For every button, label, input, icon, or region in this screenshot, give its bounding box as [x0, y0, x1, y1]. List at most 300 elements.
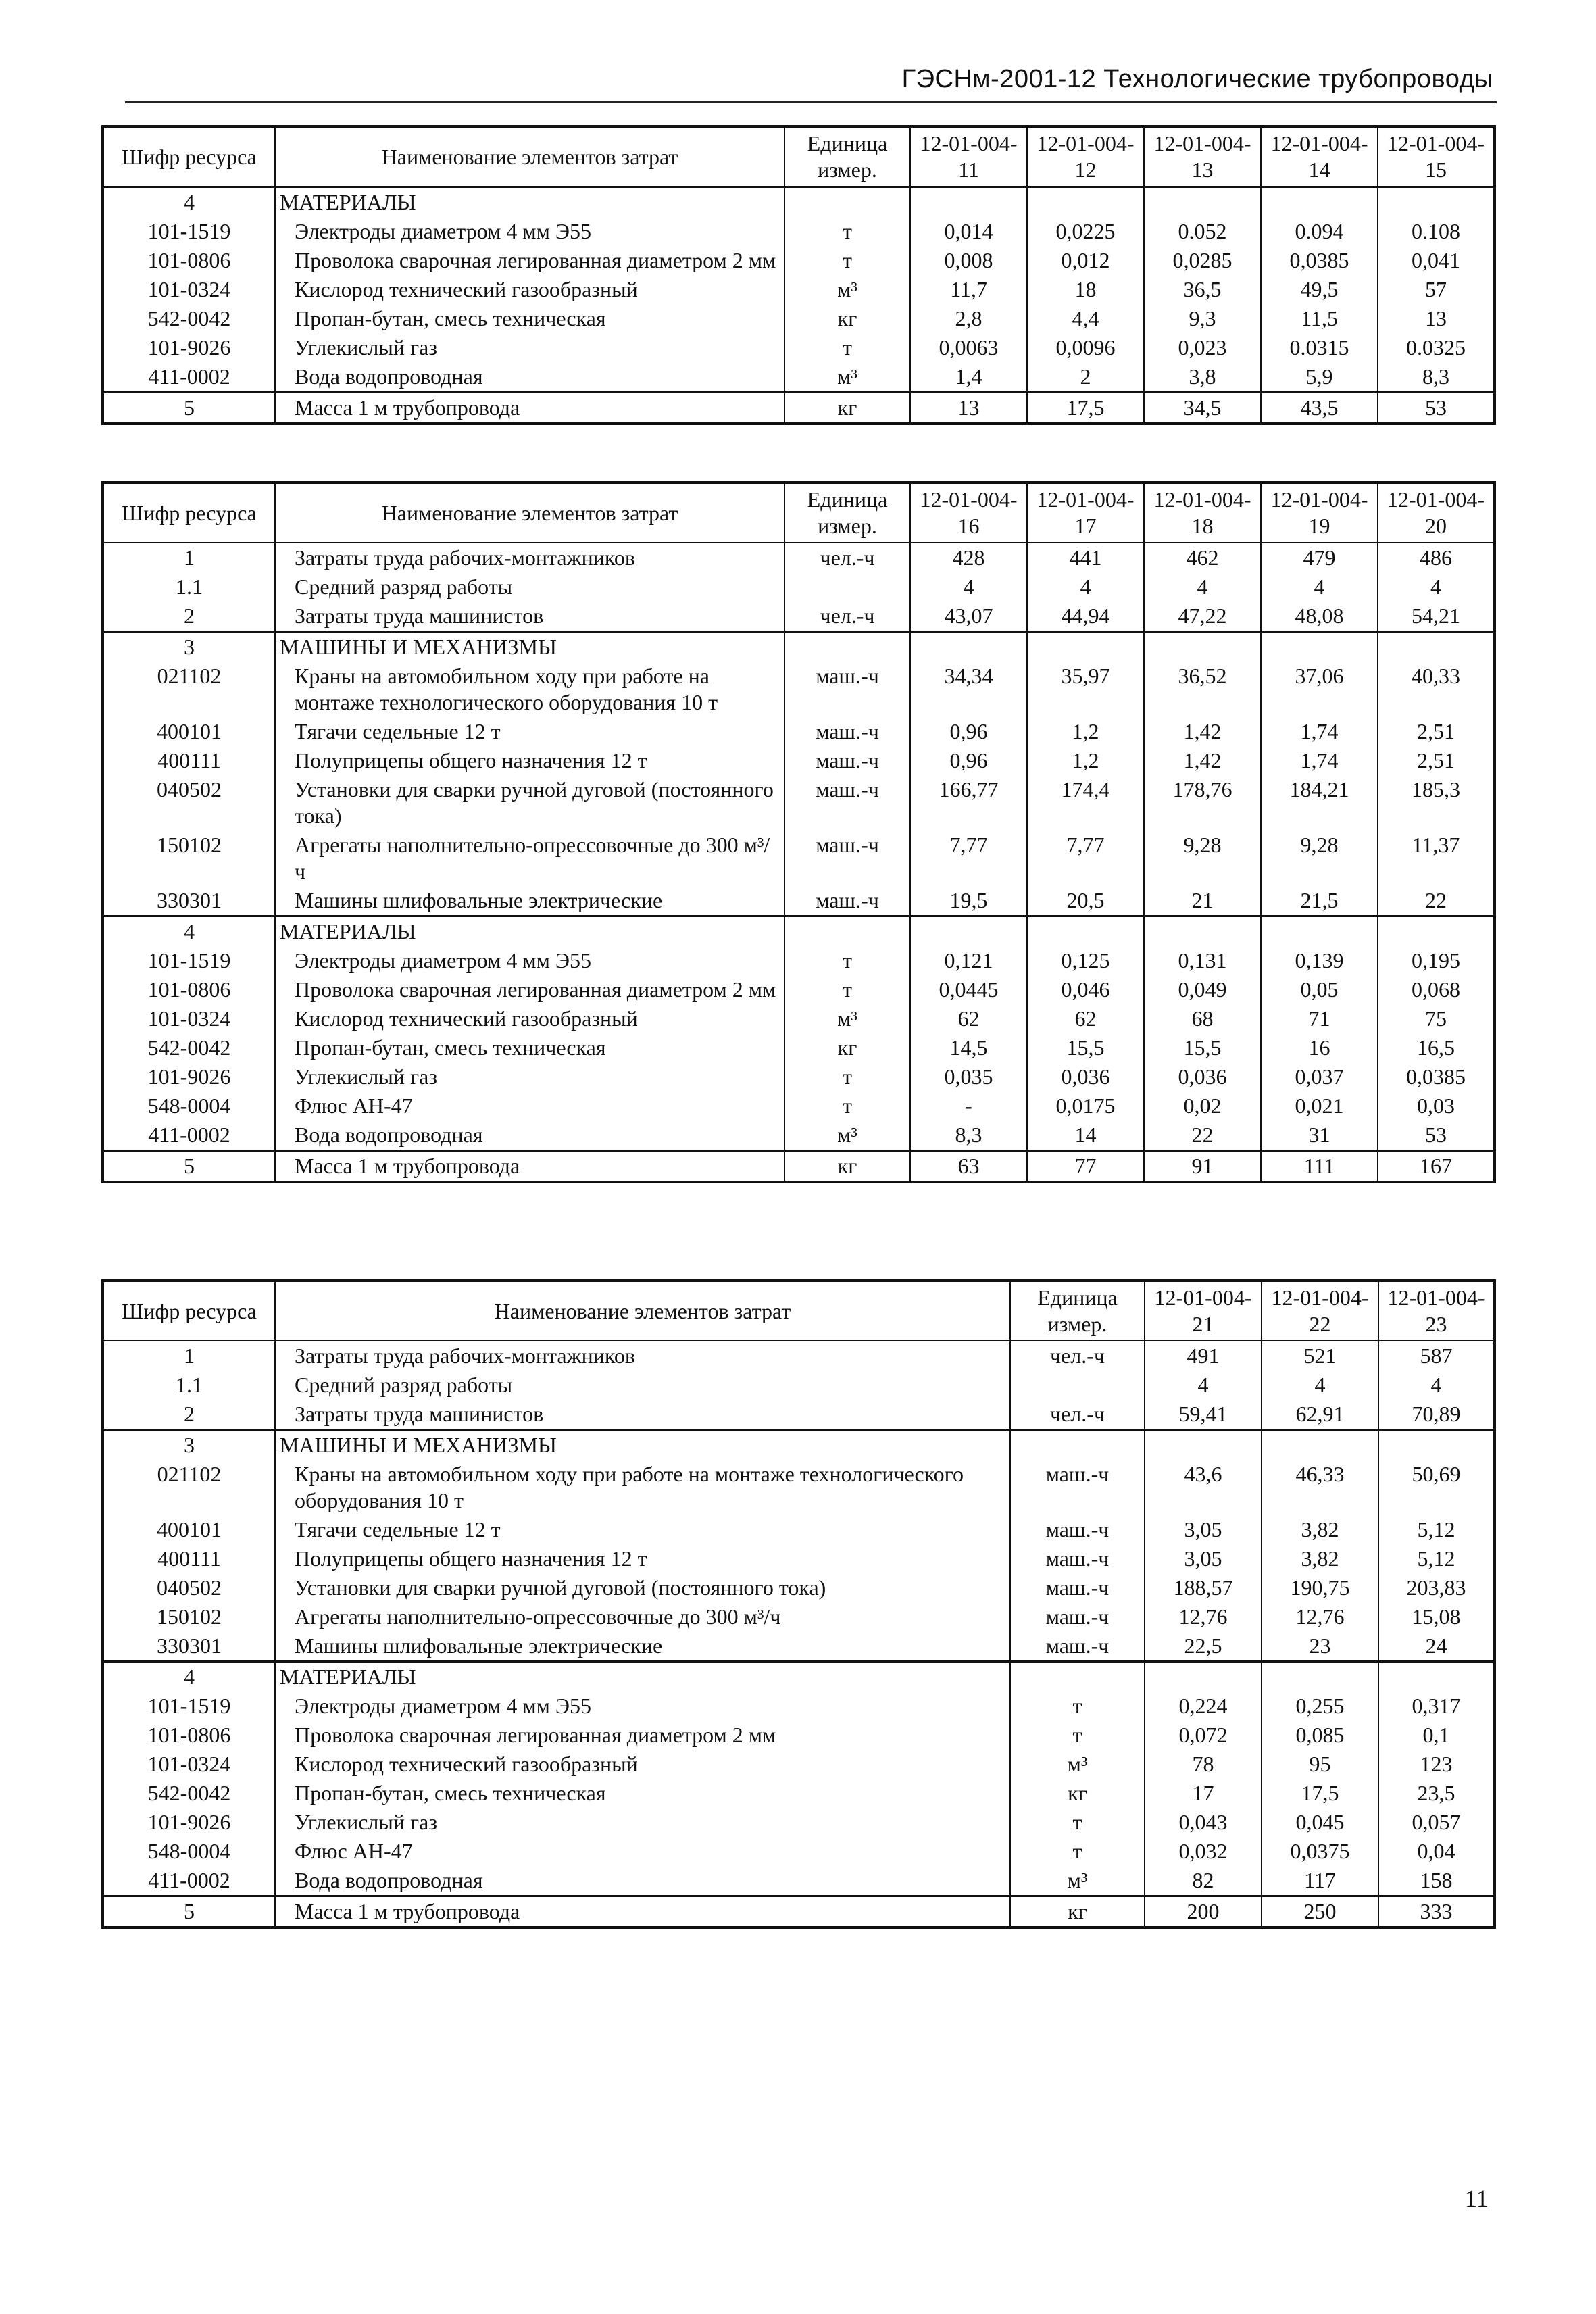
column-header-norm: 12-01-004-20 — [1378, 483, 1495, 543]
column-header-norm: 12-01-004-14 — [1261, 126, 1378, 187]
value-cell: 158 — [1378, 1866, 1495, 1896]
resource-code-cell: 101-0806 — [103, 975, 275, 1004]
value-cell — [1144, 187, 1261, 218]
value-cell: 4 — [1027, 572, 1144, 601]
value-cell: 0,043 — [1145, 1808, 1262, 1837]
resource-code-cell: 1 — [103, 1341, 275, 1371]
value-cell: 250 — [1262, 1896, 1378, 1928]
value-cell: 0,035 — [910, 1062, 1027, 1091]
unit-cell: маш.-ч — [784, 717, 910, 746]
unit-cell: маш.-ч — [1010, 1544, 1145, 1573]
resource-code-cell: 1 — [103, 543, 275, 572]
value-cell: 37,06 — [1261, 662, 1378, 717]
value-cell: 43,07 — [910, 601, 1027, 632]
table-row — [103, 1692, 1495, 1721]
value-cell: 35,97 — [1027, 662, 1144, 717]
value-cell: 22 — [1144, 1121, 1261, 1151]
unit-cell: м³ — [784, 275, 910, 304]
value-cell: 0,037 — [1261, 1062, 1378, 1091]
cost-element-name-cell: Вода водопроводная — [275, 1866, 1010, 1896]
table-row — [103, 775, 1495, 831]
table-row — [103, 975, 1495, 1004]
value-cell: 19,5 — [910, 886, 1027, 916]
value-cell: 0,0225 — [1027, 217, 1144, 246]
value-cell: 68 — [1144, 1004, 1261, 1033]
value-cell — [1378, 632, 1495, 662]
value-cell: 47,22 — [1144, 601, 1261, 632]
unit-cell: маш.-ч — [1010, 1460, 1145, 1515]
resource-code-cell: 150102 — [103, 831, 275, 886]
resource-code-cell: 101-9026 — [103, 1062, 275, 1091]
value-cell: 0,0375 — [1262, 1837, 1378, 1866]
value-cell: 117 — [1262, 1866, 1378, 1896]
value-cell: 16 — [1261, 1033, 1378, 1062]
unit-cell: т — [784, 1062, 910, 1091]
unit-cell — [1010, 1662, 1145, 1692]
value-cell: 13 — [910, 393, 1027, 424]
column-header-norm: 12-01-004-13 — [1144, 126, 1261, 187]
cost-element-name-cell: Углекислый газ — [275, 333, 784, 362]
value-cell: 5,9 — [1261, 362, 1378, 393]
value-cell: 0,139 — [1261, 946, 1378, 975]
value-cell: 5,12 — [1378, 1544, 1495, 1573]
value-cell: 178,76 — [1144, 775, 1261, 831]
table-row — [103, 1515, 1495, 1544]
value-cell: 486 — [1378, 543, 1495, 572]
value-cell: 9,3 — [1144, 304, 1261, 333]
value-cell: 9,28 — [1144, 831, 1261, 886]
value-cell: 3,82 — [1262, 1515, 1378, 1544]
value-cell: 7,77 — [910, 831, 1027, 886]
resource-code-cell: 411-0002 — [103, 1121, 275, 1151]
value-cell: 15,08 — [1378, 1602, 1495, 1631]
value-cell: 4 — [1261, 572, 1378, 601]
cost-element-name-cell: Кислород технический газообразный — [275, 1004, 784, 1033]
cost-element-name-cell: Машины шлифовальные электрические — [275, 1631, 1010, 1662]
value-cell: 21 — [1144, 886, 1261, 916]
table-row — [103, 1121, 1495, 1151]
table-row — [103, 543, 1495, 572]
value-cell: 0,96 — [910, 717, 1027, 746]
unit-cell: м³ — [1010, 1750, 1145, 1779]
cost-element-name-cell: Флюс АН-47 — [275, 1837, 1010, 1866]
table-row — [103, 1750, 1495, 1779]
value-cell — [1261, 916, 1378, 947]
value-cell: 0,03 — [1378, 1091, 1495, 1121]
column-header-name: Наименование элементов затрат — [275, 1281, 1010, 1341]
cost-element-name-cell: Проволока сварочная легированная диаметром 2 мм — [275, 246, 784, 275]
cost-element-name-cell: Тягачи седельные 12 т — [275, 1515, 1010, 1544]
section-row — [103, 1430, 1495, 1460]
unit-cell: т — [784, 946, 910, 975]
value-cell: 4 — [1378, 1371, 1495, 1400]
table-row — [103, 886, 1495, 916]
value-cell: 0,255 — [1262, 1692, 1378, 1721]
value-cell: 43,6 — [1145, 1460, 1262, 1515]
value-cell — [1378, 1662, 1495, 1692]
value-cell: 0.052 — [1144, 217, 1261, 246]
unit-cell: маш.-ч — [784, 662, 910, 717]
value-cell — [1027, 916, 1144, 947]
column-header-name: Наименование элементов затрат — [275, 483, 784, 543]
resource-code-cell: 2 — [103, 601, 275, 632]
value-cell: 43,5 — [1261, 393, 1378, 424]
cost-element-name-cell: МАШИНЫ И МЕХАНИЗМЫ — [275, 1430, 1010, 1460]
unit-cell: кг — [784, 1033, 910, 1062]
value-cell: 462 — [1144, 543, 1261, 572]
resource-code-cell: 330301 — [103, 1631, 275, 1662]
value-cell: 7,77 — [1027, 831, 1144, 886]
value-cell: 8,3 — [910, 1121, 1027, 1151]
value-cell: 63 — [910, 1151, 1027, 1183]
resource-code-cell: 548-0004 — [103, 1837, 275, 1866]
value-cell: 0,0175 — [1027, 1091, 1144, 1121]
resource-code-cell: 3 — [103, 632, 275, 662]
value-cell: 0,032 — [1145, 1837, 1262, 1866]
value-cell: 4 — [910, 572, 1027, 601]
resource-table-2 — [101, 481, 1496, 1183]
value-cell: 4 — [1262, 1371, 1378, 1400]
value-cell: 53 — [1378, 1121, 1495, 1151]
value-cell: 31 — [1261, 1121, 1378, 1151]
resource-code-cell: 150102 — [103, 1602, 275, 1631]
value-cell: 200 — [1145, 1896, 1262, 1928]
unit-cell: чел.-ч — [1010, 1400, 1145, 1430]
value-cell: 9,28 — [1261, 831, 1378, 886]
unit-cell: т — [1010, 1721, 1145, 1750]
table-row — [103, 246, 1495, 275]
cost-element-name-cell: Краны на автомобильном ходу при работе на монтаже технологического оборудования 10 т — [275, 1460, 1010, 1515]
value-cell: 12,76 — [1145, 1602, 1262, 1631]
cost-element-name-cell: Кислород технический газообразный — [275, 1750, 1010, 1779]
column-header-norm: 12-01-004-19 — [1261, 483, 1378, 543]
unit-cell: маш.-ч — [1010, 1515, 1145, 1544]
column-header-norm: 12-01-004-17 — [1027, 483, 1144, 543]
unit-cell: маш.-ч — [1010, 1602, 1145, 1631]
value-cell: 1,74 — [1261, 717, 1378, 746]
section-row — [103, 632, 1495, 662]
value-cell: 0,224 — [1145, 1692, 1262, 1721]
cost-element-name-cell: Тягачи седельные 12 т — [275, 717, 784, 746]
resource-code-cell: 5 — [103, 393, 275, 424]
table-row — [103, 1033, 1495, 1062]
column-header-unit: Единица измер. — [1010, 1281, 1145, 1341]
value-cell: 0,045 — [1262, 1808, 1378, 1837]
value-cell: 44,94 — [1027, 601, 1144, 632]
value-cell — [1145, 1430, 1262, 1460]
unit-cell: чел.-ч — [784, 601, 910, 632]
value-cell: - — [910, 1091, 1027, 1121]
resource-code-cell: 542-0042 — [103, 304, 275, 333]
value-cell: 0,008 — [910, 246, 1027, 275]
value-cell: 70,89 — [1378, 1400, 1495, 1430]
value-cell: 0,012 — [1027, 246, 1144, 275]
value-cell: 2,8 — [910, 304, 1027, 333]
cost-element-name-cell: Проволока сварочная легированная диаметром 2 мм — [275, 975, 784, 1004]
resource-code-cell: 101-1519 — [103, 1692, 275, 1721]
value-cell: 0,125 — [1027, 946, 1144, 975]
value-cell: 0,04 — [1378, 1837, 1495, 1866]
value-cell: 0,02 — [1144, 1091, 1261, 1121]
value-cell — [1378, 187, 1495, 218]
unit-cell — [784, 572, 910, 601]
resource-code-cell: 101-0806 — [103, 246, 275, 275]
value-cell: 34,5 — [1144, 393, 1261, 424]
value-cell: 50,69 — [1378, 1460, 1495, 1515]
value-cell: 8,3 — [1378, 362, 1495, 393]
value-cell — [1027, 187, 1144, 218]
value-cell: 4 — [1145, 1371, 1262, 1400]
resource-code-cell: 548-0004 — [103, 1091, 275, 1121]
value-cell: 34,34 — [910, 662, 1027, 717]
value-cell: 0,05 — [1261, 975, 1378, 1004]
value-cell: 36,5 — [1144, 275, 1261, 304]
table-row — [103, 1460, 1495, 1515]
value-cell: 2 — [1027, 362, 1144, 393]
resource-code-cell: 5 — [103, 1896, 275, 1928]
value-cell: 0.0325 — [1378, 333, 1495, 362]
value-cell — [1261, 187, 1378, 218]
column-header-norm: 12-01-004-21 — [1145, 1281, 1262, 1341]
unit-cell: кг — [784, 304, 910, 333]
cost-element-name-cell: Полуприцепы общего назначения 12 т — [275, 746, 784, 775]
value-cell: 174,4 — [1027, 775, 1144, 831]
value-cell: 3,05 — [1145, 1515, 1262, 1544]
value-cell: 0,023 — [1144, 333, 1261, 362]
cost-element-name-cell: МАТЕРИАЛЫ — [275, 1662, 1010, 1692]
table-row — [103, 1151, 1495, 1183]
value-cell: 0,072 — [1145, 1721, 1262, 1750]
value-cell: 188,57 — [1145, 1573, 1262, 1602]
value-cell: 57 — [1378, 275, 1495, 304]
value-cell: 4,4 — [1027, 304, 1144, 333]
table-row — [103, 1573, 1495, 1602]
cost-element-name-cell: Углекислый газ — [275, 1808, 1010, 1837]
table-row — [103, 1866, 1495, 1896]
resource-code-cell: 400101 — [103, 1515, 275, 1544]
cost-element-name-cell: Флюс АН-47 — [275, 1091, 784, 1121]
value-cell: 71 — [1261, 1004, 1378, 1033]
table-row — [103, 275, 1495, 304]
cost-element-name-cell: Масса 1 м трубопровода — [275, 1151, 784, 1183]
value-cell: 95 — [1262, 1750, 1378, 1779]
value-cell: 123 — [1378, 1750, 1495, 1779]
value-cell: 441 — [1027, 543, 1144, 572]
unit-cell: т — [784, 333, 910, 362]
unit-cell — [784, 187, 910, 218]
resource-code-cell: 040502 — [103, 775, 275, 831]
value-cell: 1,42 — [1144, 746, 1261, 775]
cost-element-name-cell: Установки для сварки ручной дуговой (постоянного тока) — [275, 775, 784, 831]
unit-cell: маш.-ч — [1010, 1573, 1145, 1602]
unit-cell: т — [784, 217, 910, 246]
value-cell: 4 — [1144, 572, 1261, 601]
cost-element-name-cell: Проволока сварочная легированная диаметром 2 мм — [275, 1721, 1010, 1750]
value-cell — [1145, 1662, 1262, 1692]
value-cell: 0,041 — [1378, 246, 1495, 275]
value-cell: 11,37 — [1378, 831, 1495, 886]
value-cell: 1,2 — [1027, 746, 1144, 775]
value-cell — [910, 916, 1027, 947]
value-cell: 14,5 — [910, 1033, 1027, 1062]
cost-element-name-cell: Вода водопроводная — [275, 362, 784, 393]
table-row — [103, 393, 1495, 424]
resource-code-cell: 2 — [103, 1400, 275, 1430]
column-header-code: Шифр ресурса — [103, 126, 275, 187]
value-cell: 13 — [1378, 304, 1495, 333]
resource-code-cell: 021102 — [103, 1460, 275, 1515]
value-cell: 0,068 — [1378, 975, 1495, 1004]
value-cell: 0.0315 — [1261, 333, 1378, 362]
resource-code-cell: 040502 — [103, 1573, 275, 1602]
value-cell: 36,52 — [1144, 662, 1261, 717]
value-cell: 190,75 — [1262, 1573, 1378, 1602]
cost-element-name-cell: Средний разряд работы — [275, 1371, 1010, 1400]
value-cell: 5,12 — [1378, 1515, 1495, 1544]
value-cell — [1378, 1430, 1495, 1460]
value-cell: 521 — [1262, 1341, 1378, 1371]
table-row — [103, 1091, 1495, 1121]
resource-code-cell: 1.1 — [103, 1371, 275, 1400]
resource-code-cell: 101-0324 — [103, 1750, 275, 1779]
unit-cell — [1010, 1430, 1145, 1460]
cost-element-name-cell: Пропан-бутан, смесь техническая — [275, 304, 784, 333]
value-cell: 0,0063 — [910, 333, 1027, 362]
value-cell: 587 — [1378, 1341, 1495, 1371]
page-header: ГЭСНм-2001-12 Технологические трубопроводы — [901, 65, 1493, 93]
unit-cell: т — [784, 975, 910, 1004]
unit-cell: м³ — [1010, 1866, 1145, 1896]
unit-cell: т — [1010, 1692, 1145, 1721]
unit-cell: чел.-ч — [784, 543, 910, 572]
value-cell — [1261, 632, 1378, 662]
value-cell: 0,0385 — [1261, 246, 1378, 275]
value-cell: 49,5 — [1261, 275, 1378, 304]
table-row — [103, 601, 1495, 632]
value-cell: 0,0096 — [1027, 333, 1144, 362]
value-cell: 21,5 — [1261, 886, 1378, 916]
value-cell: 0,0285 — [1144, 246, 1261, 275]
table-row — [103, 1544, 1495, 1573]
value-cell: 0,317 — [1378, 1692, 1495, 1721]
resource-code-cell: 101-0324 — [103, 275, 275, 304]
value-cell: 17,5 — [1027, 393, 1144, 424]
value-cell: 24 — [1378, 1631, 1495, 1662]
resource-code-cell: 101-9026 — [103, 333, 275, 362]
section-row — [103, 1662, 1495, 1692]
cost-element-name-cell: Вода водопроводная — [275, 1121, 784, 1151]
resource-code-cell: 4 — [103, 1662, 275, 1692]
value-cell: 15,5 — [1027, 1033, 1144, 1062]
value-cell: 18 — [1027, 275, 1144, 304]
column-header-code: Шифр ресурса — [103, 483, 275, 543]
table-row — [103, 746, 1495, 775]
value-cell: 20,5 — [1027, 886, 1144, 916]
table-row — [103, 662, 1495, 717]
resource-code-cell: 021102 — [103, 662, 275, 717]
resource-code-cell: 101-9026 — [103, 1808, 275, 1837]
value-cell — [1262, 1662, 1378, 1692]
table-row — [103, 304, 1495, 333]
value-cell — [1144, 632, 1261, 662]
cost-element-name-cell: Пропан-бутан, смесь техническая — [275, 1033, 784, 1062]
unit-cell: кг — [784, 393, 910, 424]
value-cell: 3,8 — [1144, 362, 1261, 393]
unit-cell — [784, 632, 910, 662]
value-cell: 0,131 — [1144, 946, 1261, 975]
value-cell — [1144, 916, 1261, 947]
cost-element-name-cell: Установки для сварки ручной дуговой (постоянного тока) — [275, 1573, 1010, 1602]
unit-cell: маш.-ч — [784, 831, 910, 886]
table-row — [103, 1896, 1495, 1928]
unit-cell: м³ — [784, 1121, 910, 1151]
value-cell: 16,5 — [1378, 1033, 1495, 1062]
table-row — [103, 333, 1495, 362]
resource-code-cell: 101-1519 — [103, 946, 275, 975]
resource-code-cell: 101-0806 — [103, 1721, 275, 1750]
resource-code-cell: 4 — [103, 916, 275, 947]
value-cell: 1,2 — [1027, 717, 1144, 746]
value-cell: 0,195 — [1378, 946, 1495, 975]
cost-element-name-cell: Электроды диаметром 4 мм Э55 — [275, 1692, 1010, 1721]
cost-element-name-cell: Агрегаты наполнительно-опрессовочные до 300 м³/ч — [275, 1602, 1010, 1631]
value-cell: 15,5 — [1144, 1033, 1261, 1062]
table-row — [103, 1062, 1495, 1091]
cost-element-name-cell: МАТЕРИАЛЫ — [275, 916, 784, 947]
table-row — [103, 1631, 1495, 1662]
cost-element-name-cell: Полуприцепы общего назначения 12 т — [275, 1544, 1010, 1573]
unit-cell: маш.-ч — [1010, 1631, 1145, 1662]
value-cell: 0.094 — [1261, 217, 1378, 246]
cost-element-name-cell: Затраты труда машинистов — [275, 601, 784, 632]
value-cell: 2,51 — [1378, 717, 1495, 746]
value-cell: 54,21 — [1378, 601, 1495, 632]
resource-code-cell: 542-0042 — [103, 1779, 275, 1808]
value-cell: 53 — [1378, 393, 1495, 424]
value-cell: 78 — [1145, 1750, 1262, 1779]
resource-code-cell: 101-0324 — [103, 1004, 275, 1033]
value-cell: 17 — [1145, 1779, 1262, 1808]
value-cell: 185,3 — [1378, 775, 1495, 831]
column-header-norm: 12-01-004-22 — [1262, 1281, 1378, 1341]
value-cell: 23,5 — [1378, 1779, 1495, 1808]
value-cell: 59,41 — [1145, 1400, 1262, 1430]
table-row — [103, 362, 1495, 393]
header-rule — [125, 101, 1497, 103]
table-row — [103, 1808, 1495, 1837]
cost-element-name-cell: Масса 1 м трубопровода — [275, 1896, 1010, 1928]
value-cell — [1027, 632, 1144, 662]
table-row — [103, 1371, 1495, 1400]
resource-code-cell: 400111 — [103, 746, 275, 775]
value-cell: 1,74 — [1261, 746, 1378, 775]
resource-table-3 — [101, 1279, 1496, 1929]
value-cell: 0,046 — [1027, 975, 1144, 1004]
value-cell: 3,82 — [1262, 1544, 1378, 1573]
value-cell: 0,121 — [910, 946, 1027, 975]
resource-code-cell: 3 — [103, 1430, 275, 1460]
value-cell: 0,96 — [910, 746, 1027, 775]
header-row — [103, 483, 1495, 543]
value-cell: 11,7 — [910, 275, 1027, 304]
cost-element-name-cell: Масса 1 м трубопровода — [275, 393, 784, 424]
section-row — [103, 916, 1495, 947]
column-header-code: Шифр ресурса — [103, 1281, 275, 1341]
value-cell: 479 — [1261, 543, 1378, 572]
resource-code-cell: 5 — [103, 1151, 275, 1183]
cost-element-name-cell: Электроды диаметром 4 мм Э55 — [275, 946, 784, 975]
cost-element-name-cell: Кислород технический газообразный — [275, 275, 784, 304]
